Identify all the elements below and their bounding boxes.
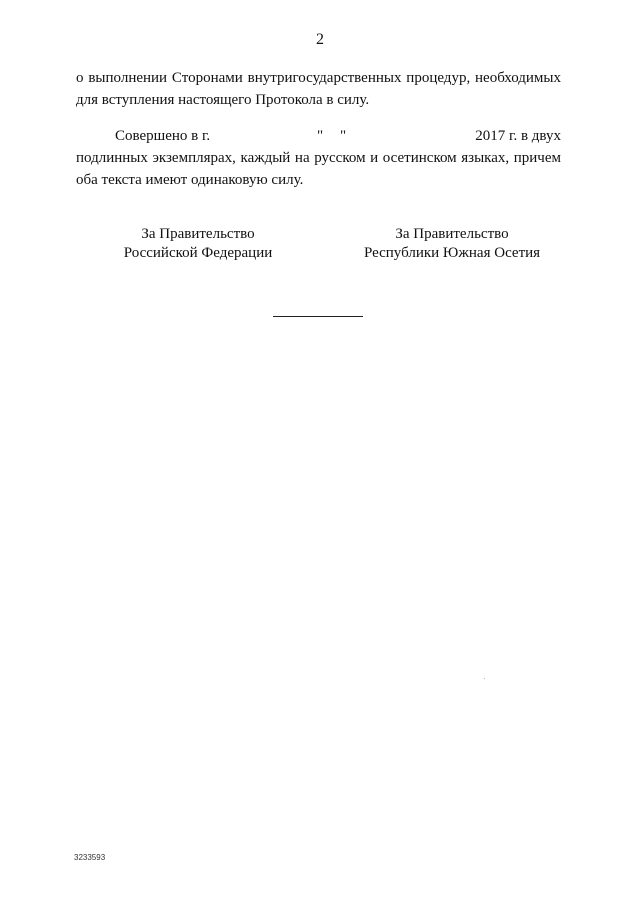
done-line-3: оба текста имеют одинаковую силу. (76, 172, 304, 188)
date-quote-open: " (317, 128, 324, 144)
done-first-line (76, 125, 561, 147)
done-paragraph (76, 125, 561, 191)
signature-ossetia-line-1: За Правительство (395, 226, 509, 242)
signature-russia-line-2: Российской Федерации (123, 245, 273, 261)
signature-block-south-ossetia (352, 225, 552, 263)
signature-ossetia-line-2: Республики Южная Осетия (363, 245, 541, 261)
intro-paragraph (76, 67, 561, 111)
page-number: 2 (316, 31, 324, 48)
signature-russia-line-1: За Правительство (141, 226, 255, 242)
date-quote-close: " (340, 128, 347, 144)
signature-block-russia (98, 225, 298, 263)
scan-speck (484, 678, 485, 679)
document-code: 3233593 (74, 853, 106, 862)
intro-line-2: для вступления настоящего Протокола в силу. (76, 92, 370, 108)
end-of-text-rule (273, 316, 363, 317)
done-at-text: Совершено в г. (115, 128, 211, 144)
intro-line-1: о выполнении Сторонами внутригосударственных процедур, необходимых (76, 70, 561, 86)
year-text: 2017 г. в двух (475, 128, 561, 144)
done-line-2: подлинных экземплярах, каждый на русском и осетинском языках, причем (76, 150, 561, 166)
